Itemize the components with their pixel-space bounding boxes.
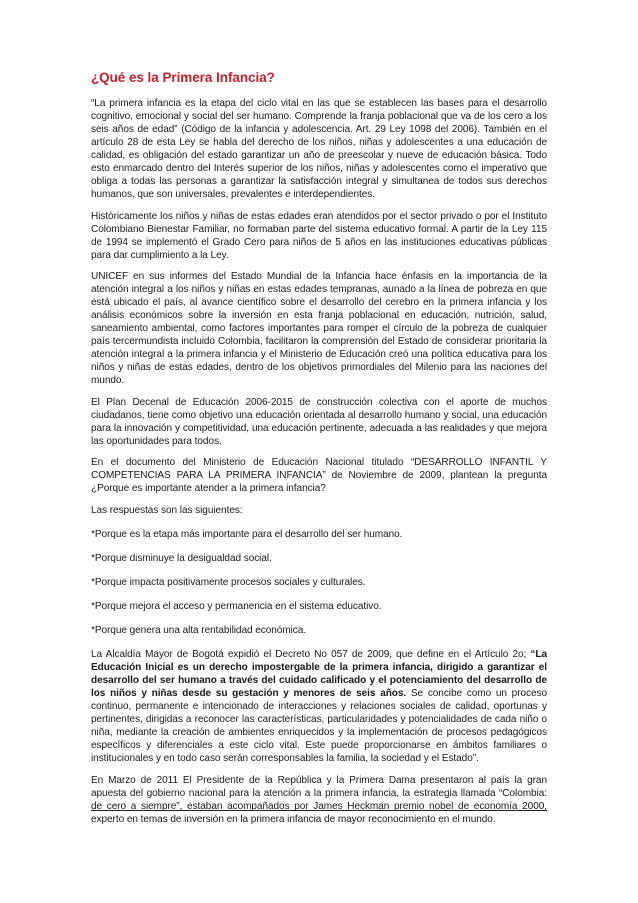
paragraph-definition: “La primera infancia es la etapa del ciclo vital en las que se establecen las bases para el desarrollo cognitivo, emocional y social del ser humano. Comprende la franja poblacional que va de los cero a los seis años de edad” (Código de la infancia y adolescencia. Art. 29 Ley 1098 del 2006). También en el artículo 28 de esta Ley se habla del derecho de los niños, niñas y adolescentes a una educación de calidad, es obligación del estado garantizar un año de preescolar y nueve de educación básica. Todo esto enmarcado dentro del Interés superior de los niños, niñas y adolescentes como el imperativo que obliga a todas las personas a garantizar la satisfacción integral y simultanea de todos sus derechos humanos, que son universales, prevalentes e interdependientes. [91,98,547,200]
decreto-intro: La Alcaldía Mayor de Bogotá expidió el Decreto No 057 de 2009, que define en el Artículo 2o; [91,648,531,660]
reason-item: *Porque es la etapa más importante para el desarrollo del ser humano. [91,528,403,540]
page-title: ¿Qué es la Primera Infancia? [91,70,275,85]
reason-item: *Porque mejora el acceso y permanencia en el sistema educativo. [91,600,382,612]
reason-item: *Porque genera una alta rentabilidad económica. [91,624,307,636]
paragraph-ministerio: En el documento del Ministerio de Educación Nacional titulado “DESARROLLO INFANTIL Y COMPETENCIAS PARA LA PRIMERA INFANCIA” de Noviembre de 2009, plantean la pregunta ¿Porque es importante atender a la primera infancia? [91,457,547,495]
reason-item: *Porque disminuye la desigualdad social. [91,552,272,564]
paragraph-plan-decenal: El Plan Decenal de Educación 2006-2015 de construcción colectiva con el aporte de muchos ciudadanos, tiene como objetivo una educación orientada al desarrollo humano y social, una educación para la innovación y competitividad, una educación pertinente, adecuada a las realidades y que mejora las oportunidades para todos. [91,396,547,447]
document-page [91,70,547,834]
reason-item: *Porque impacta positivamente procesos sociales y culturales. [91,576,366,588]
decreto-bold-quote: “La Educación Inicial es un derecho impostergable de la primera infancia, dirigido a garantizar el desarrollo del ser humano a través del cuidado calificado y el potenciamiento del desarrollo de los niños y niñas desde su gestación y menores de seis años. [91,648,547,699]
decreto-rest: Se concibe como un proceso continuo, permanente e intencionado de interacciones y relaciones sociales de calidad, oportunas y pertinentes, dirigidas a reconocer las características, particularidades y potencialidades de cada niño o niña, mediante la creación de ambientes enriquecidos y la implementación de procesos pedagógicos específicos y diferenciales a este ciclo vital. Este puede proporcionarse en ámbitos familiares o institucionales y en todo caso serán corresponsables la familia, la sociedad y el Estado”. [91,687,547,764]
paragraph-history: Históricamente los niños y niñas de estas edades eran atendidos por el sector privado o por el Instituto Colombiano Bienestar Familiar, no formaban parte del sistema educativo formal. A partir de la Ley 115 de 1994 se implementó el Grado Cero para niños de 5 años en las instituciones educativas públicas para dar cumplimiento a la Ley. [91,210,547,261]
paragraph-closing: En Marzo de 2011 El Presidente de la República y la Primera Dama presentaron al país la gran apuesta del gobierno nacional para la atención a la primera infancia, la estrategia llamada “Colombia: de cero a siempre”, estaban acompañados por James Heckman premio nobel de economía 2000, experto en temas de inversión en la primera infancia de mayor reconocimiento en el mundo. [91,774,547,825]
paragraph-respuestas: Las respuestas son las siguientes: [91,504,243,516]
footer-divider [91,810,547,811]
paragraph-unicef: UNICEF en sus informes del Estado Mundial de la Infancia hace énfasis en la importancia de la atención integral a los niños y niñas en estas edades tempranas, aunado a la línea de pobreza en que está ubicado el país, al avance científico sobre el desarrollo del cerebro en la primera infancia y los análisis económicos sobre la inversión en esta franja poblacional en educación, nutrición, salud, saneamiento ambiental, como factores importantes para romper el círculo de la pobreza de cualquier país tercermundista incluido Colombia, facilitaron la comprensión del Estado de considerar prioritaria la atención integral a la primera infancia y el Ministerio de Educación creó una política educativa para los niños y niñas de estas edades, dentro de los objetivos primordiales del Milenio para las naciones del mundo. [91,271,547,387]
paragraph-decreto [91,648,547,765]
